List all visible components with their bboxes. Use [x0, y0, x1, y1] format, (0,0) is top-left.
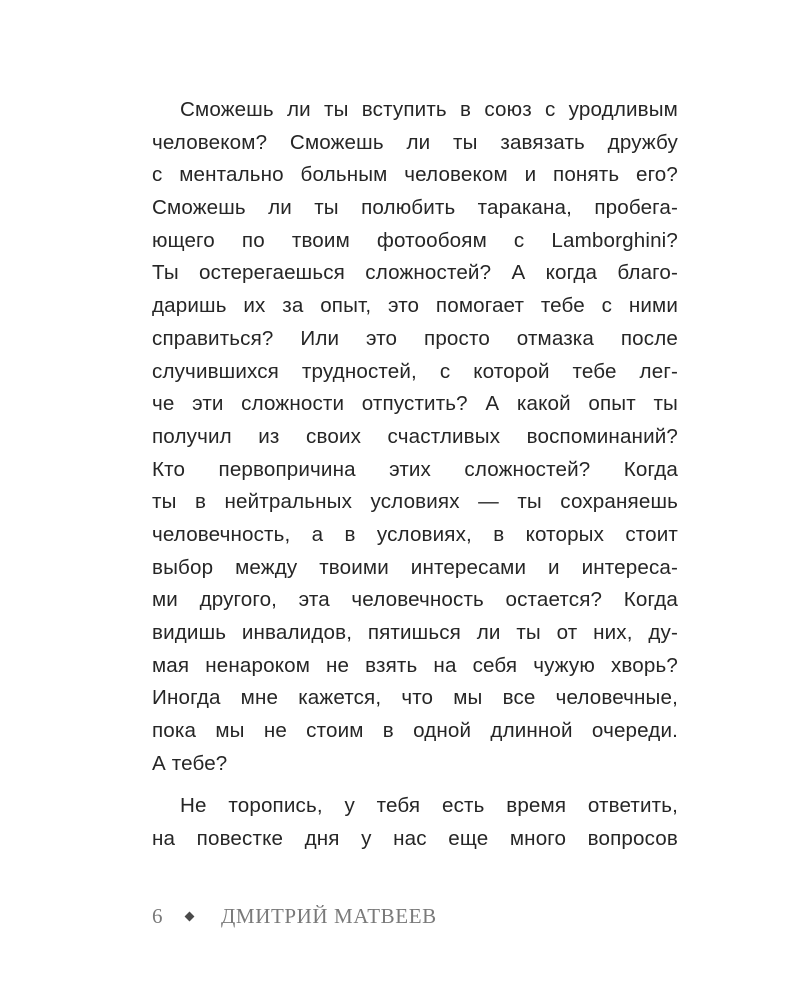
- paragraph-2: [152, 790, 678, 855]
- text-line: Иногда мне кажется, что мы все человечные,: [152, 686, 678, 710]
- text-line: ющего по твоим фотообоям с Lamborghini?: [152, 228, 678, 252]
- text-line: случившихся трудностей, с которой тебе лег-: [152, 359, 678, 383]
- text-line: получил из своих счастливых воспоминаний?: [152, 424, 678, 448]
- text-line: ми другого, эта человечность остается? Когда: [152, 588, 678, 612]
- diamond-icon: [185, 911, 195, 921]
- text-line: выбор между твоими интересами и интереса-: [152, 555, 678, 579]
- text-line: мая ненароком не взять на себя чужую хворь?: [152, 653, 678, 677]
- text-line: пока мы не стоим в одной длинной очереди.: [152, 719, 678, 743]
- text-line: Кто первопричина этих сложностей? Когда: [152, 457, 678, 481]
- text-line: даришь их за опыт, это помогает тебе с ними: [152, 294, 678, 318]
- text-line: Сможешь ли ты полюбить таракана, пробега-: [152, 196, 678, 220]
- author-name: ДМИТРИЙ МАТВЕЕВ: [221, 903, 437, 928]
- text-line: Не торопись, у тебя есть время ответить,: [180, 794, 678, 818]
- text-line: с ментально больным человеком и понять его?: [152, 163, 678, 187]
- text-line: А тебе?: [152, 751, 228, 775]
- text-line: на повестке дня у нас еще много вопросов: [152, 827, 678, 851]
- text-line: человечность, а в условиях, в которых стоит: [152, 522, 678, 546]
- page-number: 6: [152, 903, 163, 928]
- paragraph-1: [152, 94, 678, 780]
- text-line: Ты остерегаешься сложностей? А когда благо-: [152, 261, 678, 285]
- text-line: Сможешь ли ты вступить в союз с уродливым: [180, 98, 678, 121]
- paragraph-gap: [152, 780, 678, 790]
- text-line: видишь инвалидов, пятишься ли ты от них, ду-: [152, 621, 678, 644]
- text-line: че эти сложности отпустить? А какой опыт ты: [152, 392, 678, 416]
- text-line: ты в нейтральных условиях — ты сохраняешь: [152, 490, 678, 514]
- book-text: [152, 94, 678, 856]
- text-line: человеком? Сможешь ли ты завязать дружбу: [152, 130, 678, 154]
- page-footer: [152, 900, 437, 932]
- text-line: справиться? Или это просто отмазка после: [152, 326, 678, 350]
